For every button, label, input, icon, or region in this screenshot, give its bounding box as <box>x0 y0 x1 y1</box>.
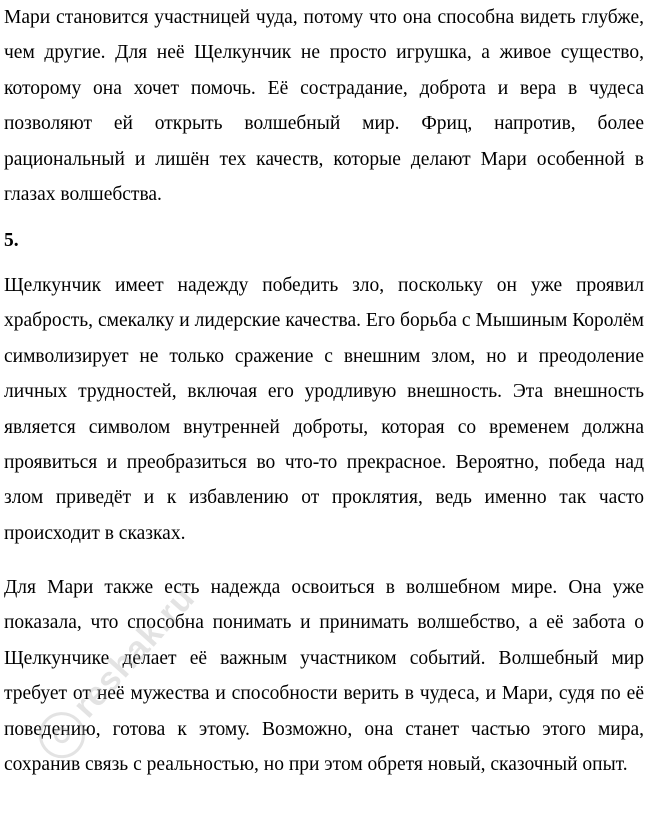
paragraph-2: Щелкунчик имеет надежду победить зло, поскольку он уже проявил храбрость, смекалку и лидерские качества. Его борьба с Мышиным Королём символизирует не только сражение с внешним злом, но и преодоление личных трудностей, включая его уродливую внешность. Эта внешность является символом внутренней доброты, которая со временем должна проявиться и преобразиться во что-то прекрасное. Вероятно, победа над злом приведёт и к избавлению от проклятия, ведь именно так часто происходит в сказках. <box>4 275 644 544</box>
paragraph-1: Мари становится участницей чуда, потому что она способна видеть глубже, чем другие. Для неё Щелкунчик не просто игрушка, а живое существо, которому она хочет помочь. Её сострадание, доброта и вера в чудеса позволяют ей открыть волшебный мир. Фриц, напротив, более рациональный и лишён тех качеств, которые делают Мари особенной в глазах волшебства. <box>4 7 644 206</box>
section-heading: 5. <box>4 230 19 251</box>
paragraph-3: Для Мари также есть надежда освоиться в волшебном мире. Она уже показала, что способна понимать и принимать волшебство, а её забота о Щелкунчике делает её важным участником событий. Волшебный мир требует от неё мужества и способности верить в чудеса, и Мари, судя по её поведению, готова к этому. Возможно, она станет частью этого мира, сохранив связь с реальностью, но при этом обретя новый, сказочный опыт. <box>4 577 644 776</box>
watermark-text: reshak.ru <box>65 579 203 725</box>
